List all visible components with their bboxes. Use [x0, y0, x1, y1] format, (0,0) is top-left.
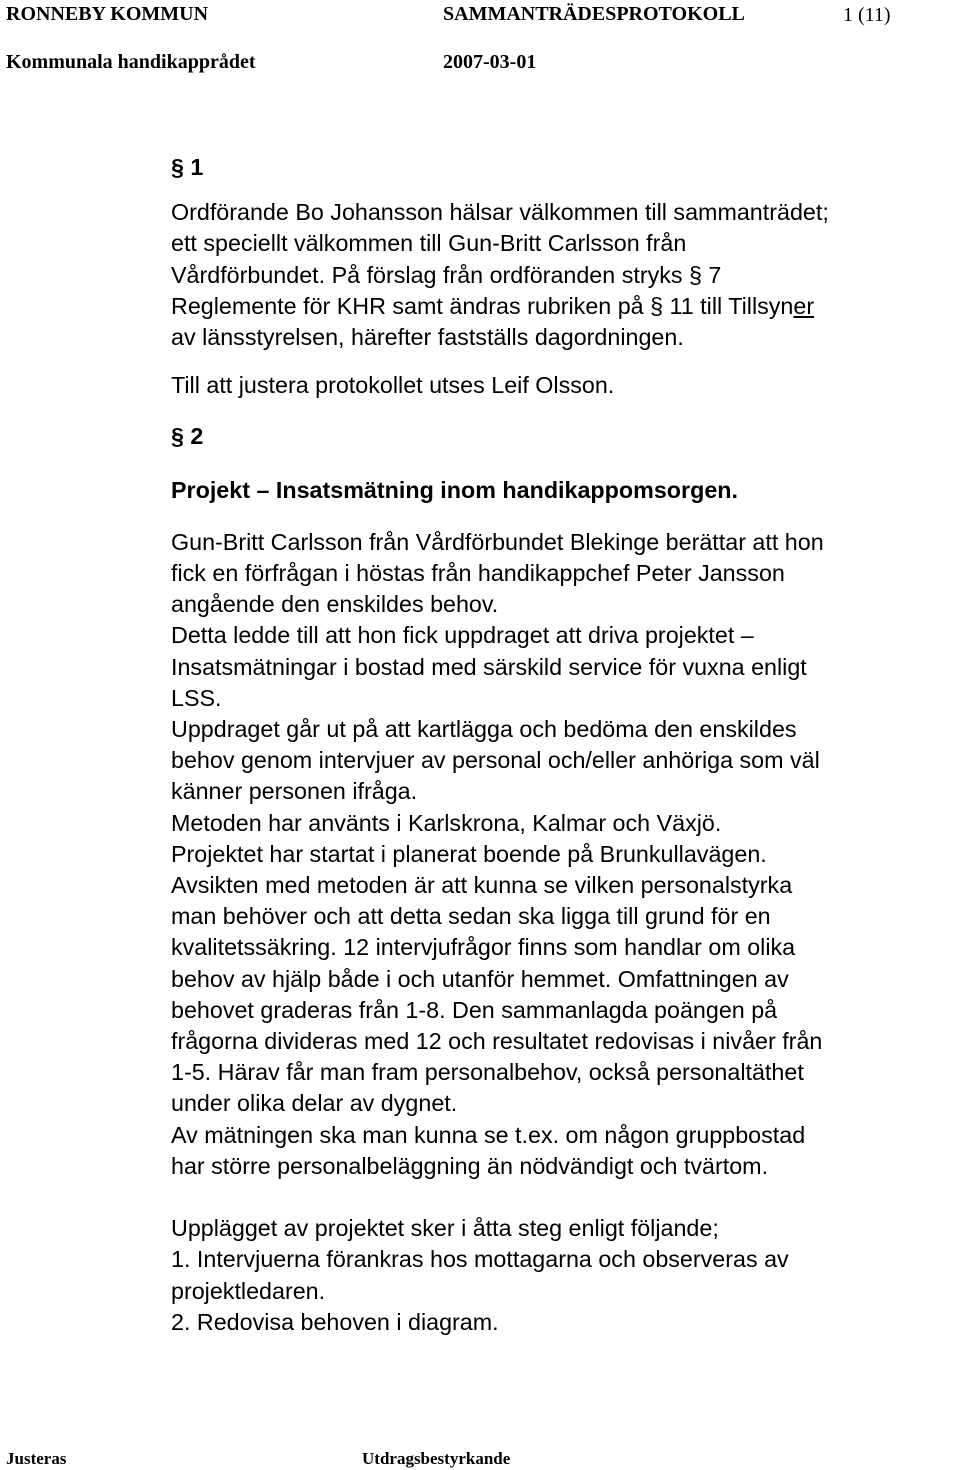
text-line: har större personalbeläggning än nödvändigt och tvärtom. [171, 1152, 769, 1179]
text-line: känner personen ifråga. [171, 778, 418, 805]
text-line: projektledaren. [171, 1277, 326, 1304]
text-line: Detta ledde till att hon fick uppdraget att driva projektet – [171, 622, 754, 649]
footer-extract-certification: Utdragsbestyrkande [362, 1449, 511, 1468]
footer-adjusters: Justeras [6, 1449, 67, 1468]
section-2-heading: Projekt – Insatsmätning inom handikappomsorgen. [171, 476, 738, 503]
text-line: ett speciellt välkommen till Gun-Britt Carlsson från [171, 230, 687, 257]
text-line: Insatsmätningar i bostad med särskild service för vuxna enligt [171, 653, 807, 680]
text-line: av länsstyrelsen, härefter fastställs dagordningen. [171, 324, 684, 351]
section-1-number: § 1 [171, 154, 204, 180]
meeting-date: 2007-03-01 [443, 51, 537, 73]
section-2-number: § 2 [171, 423, 204, 450]
text-line: Upplägget av projektet sker i åtta steg enligt följande; [171, 1215, 719, 1242]
text-line: fick en förfrågan i höstas från handikappchef Peter Jansson [171, 560, 785, 587]
section-1-paragraph [171, 197, 941, 353]
text-line: Ordförande Bo Johansson hälsar välkommen till sammanträdet; [171, 199, 829, 226]
adjuster-line: Till att justera protokollet utses Leif Olsson. [171, 372, 615, 399]
text-line: Avsikten med metoden är att kunna se vilken personalstyrka [171, 872, 793, 899]
text-line [171, 291, 941, 322]
text-line: LSS. [171, 684, 222, 711]
text-line: kvalitetssäkring. 12 intervjufrågor finns som handlar om olika [171, 934, 796, 961]
text-line: Gun-Britt Carlsson från Vårdförbundet Blekinge berättar att hon [171, 528, 824, 555]
text-line: man behöver och att detta sedan ska ligga till grund för en [171, 903, 771, 930]
section-2-text [171, 527, 941, 1182]
text-line: behov genom intervjuer av personal och/eller anhöriga som väl [171, 747, 820, 774]
page-number: 1 (11) [843, 4, 891, 26]
page-header [0, 0, 960, 80]
text-line: 1. Intervjuerna förankras hos mottagarna och observeras av [171, 1246, 789, 1273]
org-name: RONNEBY KOMMUN [6, 3, 209, 25]
text-line: 2. Redovisa behoven i diagram. [171, 1308, 499, 1335]
text-line: Projektet har startat i planerat boende på Brunkullavägen. [171, 840, 767, 867]
text-segment: Reglemente för KHR samt ändras rubriken på § 11 till Tillsyn [171, 292, 794, 319]
text-line: under olika delar av dygnet. [171, 1090, 458, 1117]
steps-list [171, 1213, 941, 1338]
committee-name: Kommunala handikapprådet [6, 51, 256, 73]
document-type: SAMMANTRÄDESPROTOKOLL [443, 3, 745, 25]
text-line: Metoden har använts i Karlskrona, Kalmar och Växjö. [171, 809, 722, 836]
page-footer [0, 1436, 960, 1466]
text-line: 1-5. Härav får man fram personalbehov, också personaltäthet [171, 1059, 804, 1086]
protocol-body [171, 152, 941, 1338]
text-line: angående den enskildes behov. [171, 591, 499, 618]
text-line: Uppdraget går ut på att kartlägga och bedöma den enskildes [171, 716, 797, 743]
text-line: Vårdförbundet. På förslag från ordföranden stryks § 7 [171, 261, 722, 288]
underlined-text: er [793, 292, 815, 319]
text-line: behovet graderas från 1-8. Den sammanlagda poängen på [171, 996, 778, 1023]
text-line: Av mätningen ska man kunna se t.ex. om någon gruppbostad [171, 1121, 806, 1148]
text-line: behov av hjälp både i och utanför hemmet. Omfattningen av [171, 965, 789, 992]
text-line: frågorna divideras med 12 och resultatet redovisas i nivåer från [171, 1028, 823, 1055]
blank-line [171, 1182, 941, 1213]
